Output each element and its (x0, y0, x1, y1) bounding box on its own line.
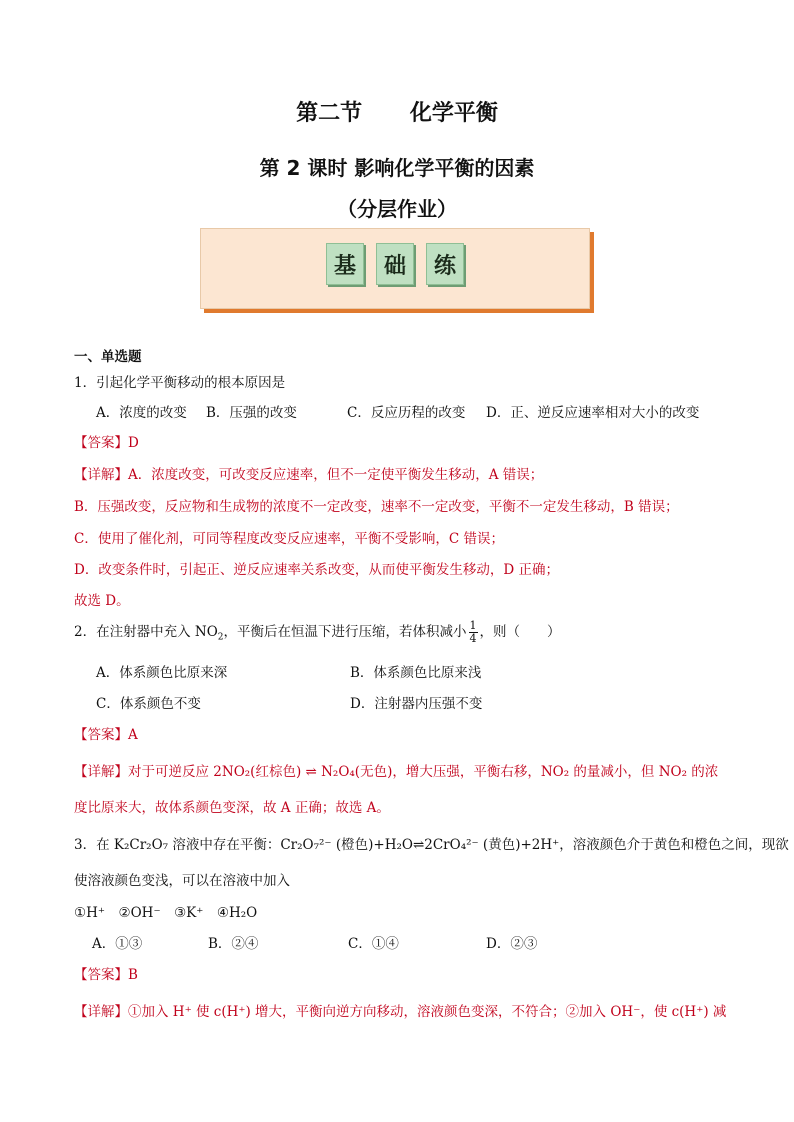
q2-option-d: D．注射器内压强不变 (350, 696, 483, 712)
q1-option-a: A．浓度的改变 (96, 405, 187, 421)
q2-detail-1: 【详解】对于可逆反应 2NO₂(红棕色) ⇌ N₂O₄(无色)，增大压强，平衡右移，NO₂ 的量减小，但 NO₂ 的浓 (74, 764, 719, 780)
q1-option-c: C．反应历程的改变 (347, 405, 466, 421)
q1-detail-5: 故选 D。 (74, 593, 130, 609)
q2-option-a: A．体系颜色比原来深 (96, 665, 228, 681)
fraction-quarter: $\frac{1}{4}$ (469, 619, 477, 645)
q3-answer: 【答案】B (74, 967, 138, 983)
section-heading: 一、单选题 (74, 349, 142, 365)
q2-detail-2: 度比原来大，故体系颜色变深，故 A 正确；故选 A。 (74, 800, 390, 816)
q1-detail-2: B．压强改变，反应物和生成物的浓度不一定改变，速率不一定改变，平衡不一定发生移动，B 错误； (74, 499, 679, 515)
q3-stem-2: 使溶液颜色变浅，可以在溶液中加入 (74, 873, 290, 889)
subtitle: （分层作业） (337, 197, 457, 221)
q1-detail-1: 【详解】A．浓度改变，可改变反应速率，但不一定使平衡发生移动，A 错误； (74, 467, 544, 483)
q2-stem: 2．在注射器中充入 $NO_2$，平衡后在恒温下进行压缩，若体积减小 $\frac{1}{4}$ ，则（ ） (74, 619, 561, 645)
basic-practice-banner (200, 228, 590, 309)
q1-detail-4: D．改变条件时，引起正、逆反应速率关系改变，从而使平衡发生移动，D 正确； (74, 562, 559, 578)
section-name: 化学平衡 (409, 101, 498, 126)
q2-option-b: B．体系颜色比原来浅 (350, 665, 482, 681)
q3-detail-1: 【详解】①加入 H⁺ 使 c(H⁺) 增大，平衡向逆方向移动，溶液颜色变深，不符合；②加入 OH⁻，使 c(H⁺) 减 (74, 1004, 727, 1020)
q3-option-d: D．②③ (486, 936, 538, 952)
q1-option-b: B．压强的改变 (206, 405, 297, 421)
chapter-title (0, 96, 794, 127)
q3-stem-1: 3．在 K₂Cr₂O₇ 溶液中存在平衡：Cr₂O₇²⁻ (橙色)+H₂O⇌2CrO₄²⁻ (黄色)+2H⁺，溶液颜色介于黄色和橙色之间，现欲 (74, 837, 789, 853)
q1-stem: 1．引起化学平衡移动的根本原因是 (74, 375, 286, 391)
q1-detail-3: C．使用了催化剂，可同等程度改变反应速率，平衡不受影响，C 错误； (74, 531, 504, 547)
banner-char-1: 基 (326, 243, 364, 285)
q1-option-d: D．正、逆反应速率相对大小的改变 (486, 405, 700, 421)
section-number: 第二节 (296, 101, 363, 126)
q2-option-c: C．体系颜色不变 (96, 696, 201, 712)
q3-option-c: C．①④ (348, 936, 399, 952)
q2-answer: 【答案】A (74, 727, 138, 743)
q1-answer: 【答案】D (74, 435, 139, 451)
banner-char-2: 础 (376, 243, 414, 285)
q3-items: ①H⁺ ②OH⁻ ③K⁺ ④H₂O (74, 905, 258, 921)
q3-option-a: A．①③ (92, 936, 143, 952)
lesson-title: 第 2 课时 影响化学平衡的因素 (259, 156, 535, 180)
banner-char-3: 练 (426, 243, 464, 285)
q3-option-b: B．②④ (208, 936, 259, 952)
